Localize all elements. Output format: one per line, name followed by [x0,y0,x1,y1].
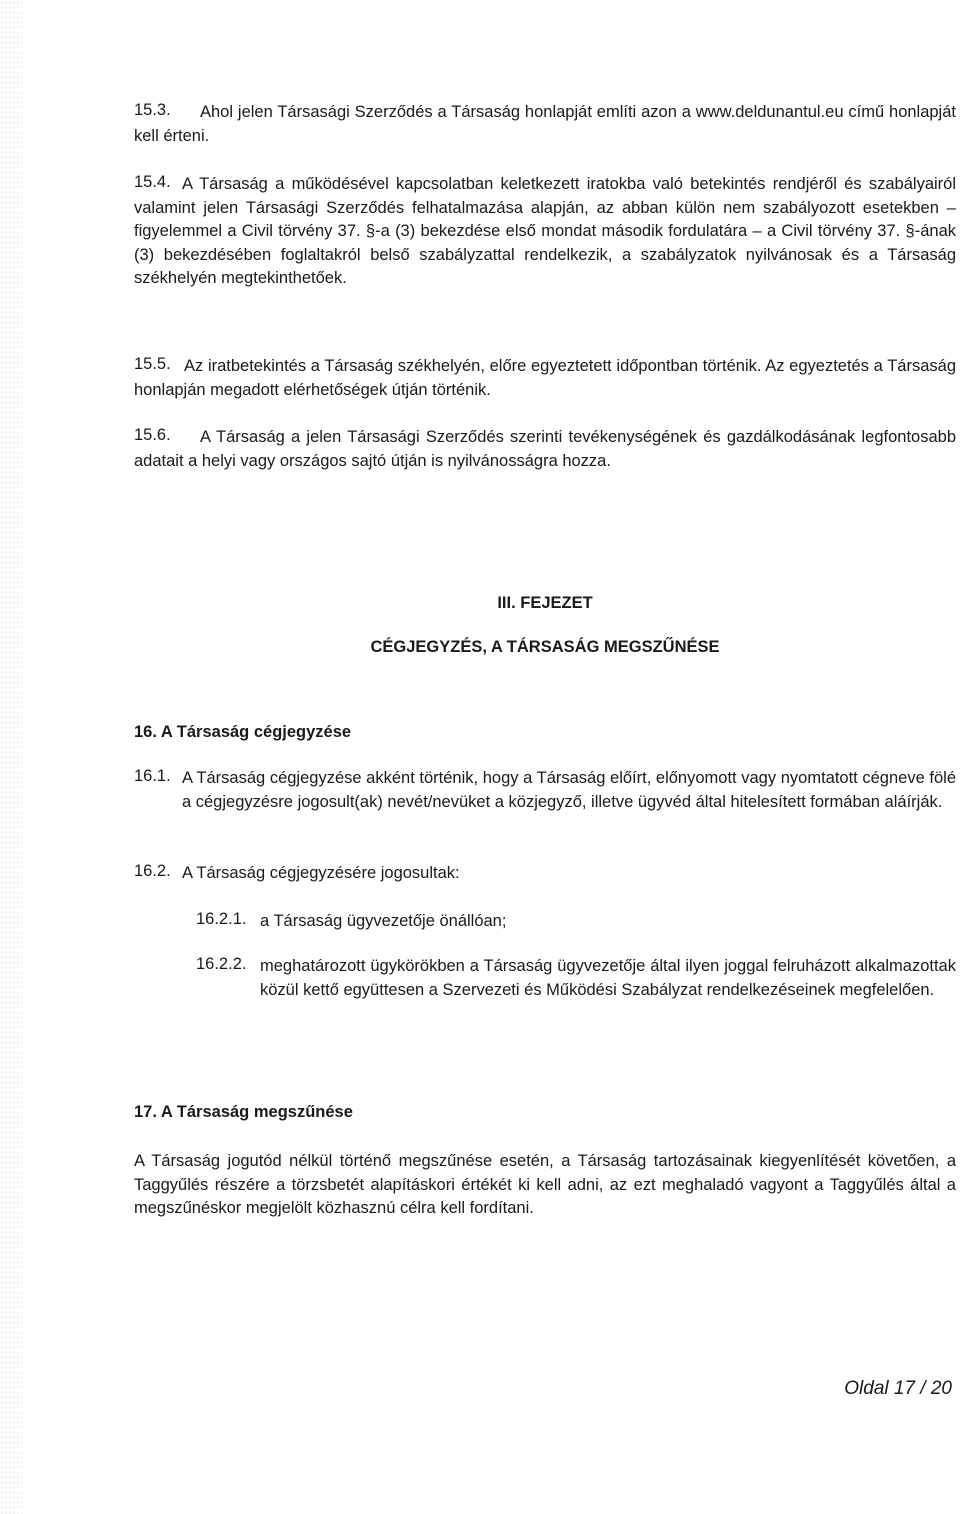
chapter-number: III. FEJEZET [497,594,593,612]
paragraph-number: 15.6. [134,426,171,444]
paragraph-16-2-2 [196,955,956,1002]
paragraph-text: Ahol jelen Társasági Szerződés a Társaság honlapját említi azon a www.deldunantul.eu című honlapját kell érteni. [134,103,956,145]
paragraph-16-2-1 [196,910,956,934]
paragraph-text: Az iratbetekintés a Társaság székhelyén, előre egyeztetett időpontban történik. Az egyeztetés a Társaság honlapján megadott elérhetőségek útján történik. [134,357,956,399]
paragraph-number: 16.2.2. [196,955,247,973]
paragraph-number: 15.3. [134,101,171,119]
section-16-heading: 16. A Társaság cégjegyzése [134,723,352,741]
paragraph-text-content: A Társaság cégjegyzése akként történik, hogy a Társaság előírt, előnyomott vagy nyomtatott cégneve fölé a cégjegyzésre jogosult(ak) nevét/nevüket a közjegyző, illetve ügyvéd által hitelesített formában aláírják. [182,769,956,811]
paragraph-15-6 [134,426,956,473]
paragraph-number: 16.2. [134,862,171,880]
paragraph-text: a Társaság ügyvezetője önállóan; [260,912,507,930]
paragraph-16-2 [134,862,956,886]
paragraph-number: 15.4. [134,173,171,191]
paragraph-number: 16.1. [134,767,171,785]
chapter-title: CÉGJEGYZÉS, A TÁRSASÁG MEGSZŰNÉSE [370,638,720,656]
section-17-heading: 17. A Társaság megszűnése [134,1103,353,1121]
paragraph-text: A Társaság cégjegyzésére jogosultak: [182,864,460,882]
paragraph-16-1 [134,767,956,814]
paragraph-15-3 [134,101,956,148]
paragraph-15-4 [134,173,956,291]
paragraph-text: A Társaság a működésével kapcsolatban keletkezett iratokba való betekintés rendjéről és szabályairól valamint jelen Társasági Szerződés felhatalmazása alapján, az abban külön nem szabályozott esetekben – figyelemmel a Civil törvény 37. §-a (3) bekezdése első mondat második fordulatára – a Civil törvény 37. §-ának (3) bekezdésében foglaltakról belső szabályzattal rendelkezik, a szabályzatok nyilvánosak és a Társaság székhelyén megtekinthetőek. [134,175,956,287]
page-number: Oldal 17 / 20 [844,1378,952,1399]
paragraph-number: 16.2.1. [196,910,247,928]
scan-edge-texture [0,0,22,1514]
paragraph-number: 15.5. [134,355,171,373]
paragraph-text: meghatározott ügykörökben a Társaság ügyvezetője által ilyen joggal felruházott alkalmazottak közül kettő együttesen a Szervezeti és Működési Szabályzat rendelkezéseinek megfelelően. [260,957,956,999]
paragraph-15-5 [134,355,956,402]
section-17-text: A Társaság jogutód nélkül történő megszűnése esetén, a Társaság tartozásainak kiegyenlítését követően, a Taggyűlés részére a törzsbetét alapításkori értékét ki kell adni, az ezt meghaladó vagyont a Taggyűlés által a megszűnéskor megjelölt közhasznú célra kell fordítani. [134,1152,956,1217]
paragraph-text: A Társaság a jelen Társasági Szerződés szerinti tevékenységének és gazdálkodásának legfontosabb adatait a helyi vagy országos sajtó útján is nyilvánosságra hozza. [134,428,956,470]
paragraph-text [134,767,956,814]
